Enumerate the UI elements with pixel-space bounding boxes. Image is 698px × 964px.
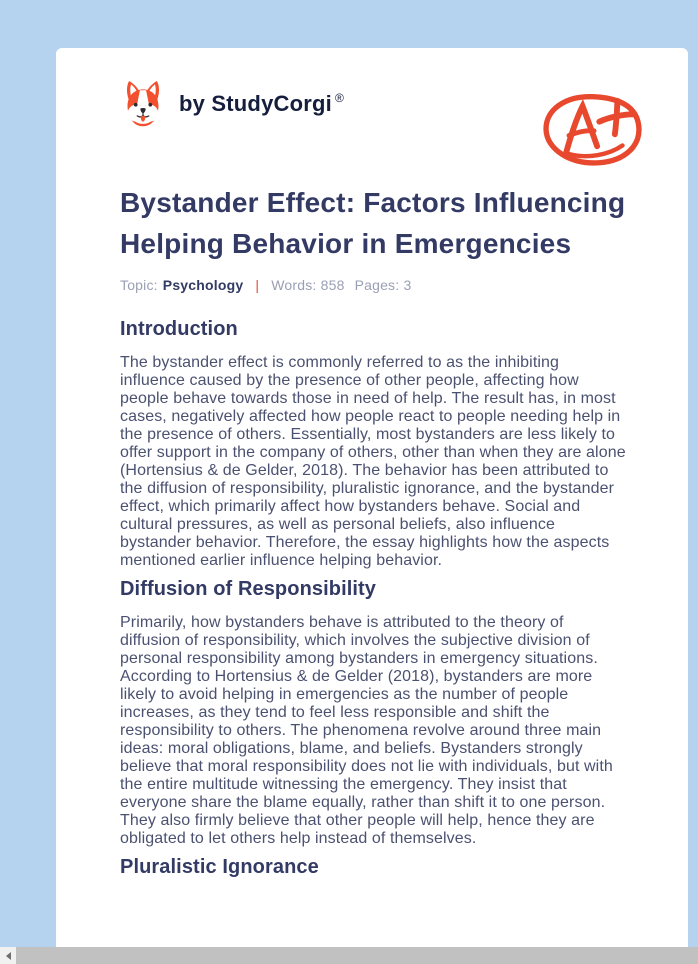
section-heading-pluralistic-ignorance: Pluralistic Ignorance	[120, 856, 319, 878]
section-paragraph: The bystander effect is commonly referred to as the inhibiting influence caused by the presence of other people, affecting how people behave towards those in need of help. The result has, in most cases, negatively affected how people react to people needing help in the presence of others. Essentially, most bystanders are less likely to offer support in the company of others, other than when they are alone (Hortensius & de Gelder, 2018). The behavior has been attributed to the diffusion of responsibility, pluralistic ignorance, and the bystander effect, which primarily affect how bystanders behave. Social and cultural pressures, as well as personal beliefs, also influence bystander behavior. Therefore, the essay highlights how the aspects mentioned earlier influence helping behavior.	[120, 354, 626, 569]
section-paragraph: Primarily, how bystanders behave is attributed to the theory of diffusion of responsibility, which involves the subjective division of personal responsibility among bystanders in emergency situations. According to Hortensius & de Gelder (2018), bystanders are more likely to avoid helping in emergencies as the number of people increases, as they tend to feel less responsible and shift the responsibility to others. The phenomena revolve around three main ideas: moral obligations, blame, and beliefs. Bystanders strongly believe that moral responsibility does not lie with individuals, but with the entire multitude witnessing the emergency. They insist that everyone share the blame equally, rather than shift it to one person. They also firmly believe that other people will help, hence they are obligated to let others help instead of themselves.	[120, 614, 613, 847]
topic-label: Topic:	[120, 277, 158, 293]
page-header	[120, 78, 626, 134]
word-count: Words: 858	[271, 277, 345, 293]
scroll-left-arrow-icon	[6, 952, 11, 960]
document-card	[56, 48, 688, 964]
scrollbar-left-button[interactable]	[0, 947, 16, 964]
page-count: Pages: 3	[354, 277, 412, 293]
meta-divider: |	[255, 277, 260, 293]
scrollbar-thumb[interactable]	[16, 947, 698, 964]
section-heading-diffusion-of-responsibility: Diffusion of Responsibility	[120, 578, 377, 600]
essay-meta	[120, 277, 626, 293]
topic-link[interactable]: Psychology	[162, 277, 244, 293]
essay-title: Bystander Effect: Factors Influencing Helping Behavior in Emergencies	[120, 187, 626, 259]
a-plus-grade-stamp-icon	[538, 90, 646, 170]
document-content	[56, 48, 688, 879]
section-heading-introduction: Introduction	[120, 318, 238, 340]
corgi-mascot-icon	[120, 78, 166, 130]
registered-mark: ®	[334, 91, 344, 105]
brand-name: by StudyCorgi ®	[179, 91, 344, 116]
horizontal-scrollbar[interactable]	[0, 947, 698, 964]
